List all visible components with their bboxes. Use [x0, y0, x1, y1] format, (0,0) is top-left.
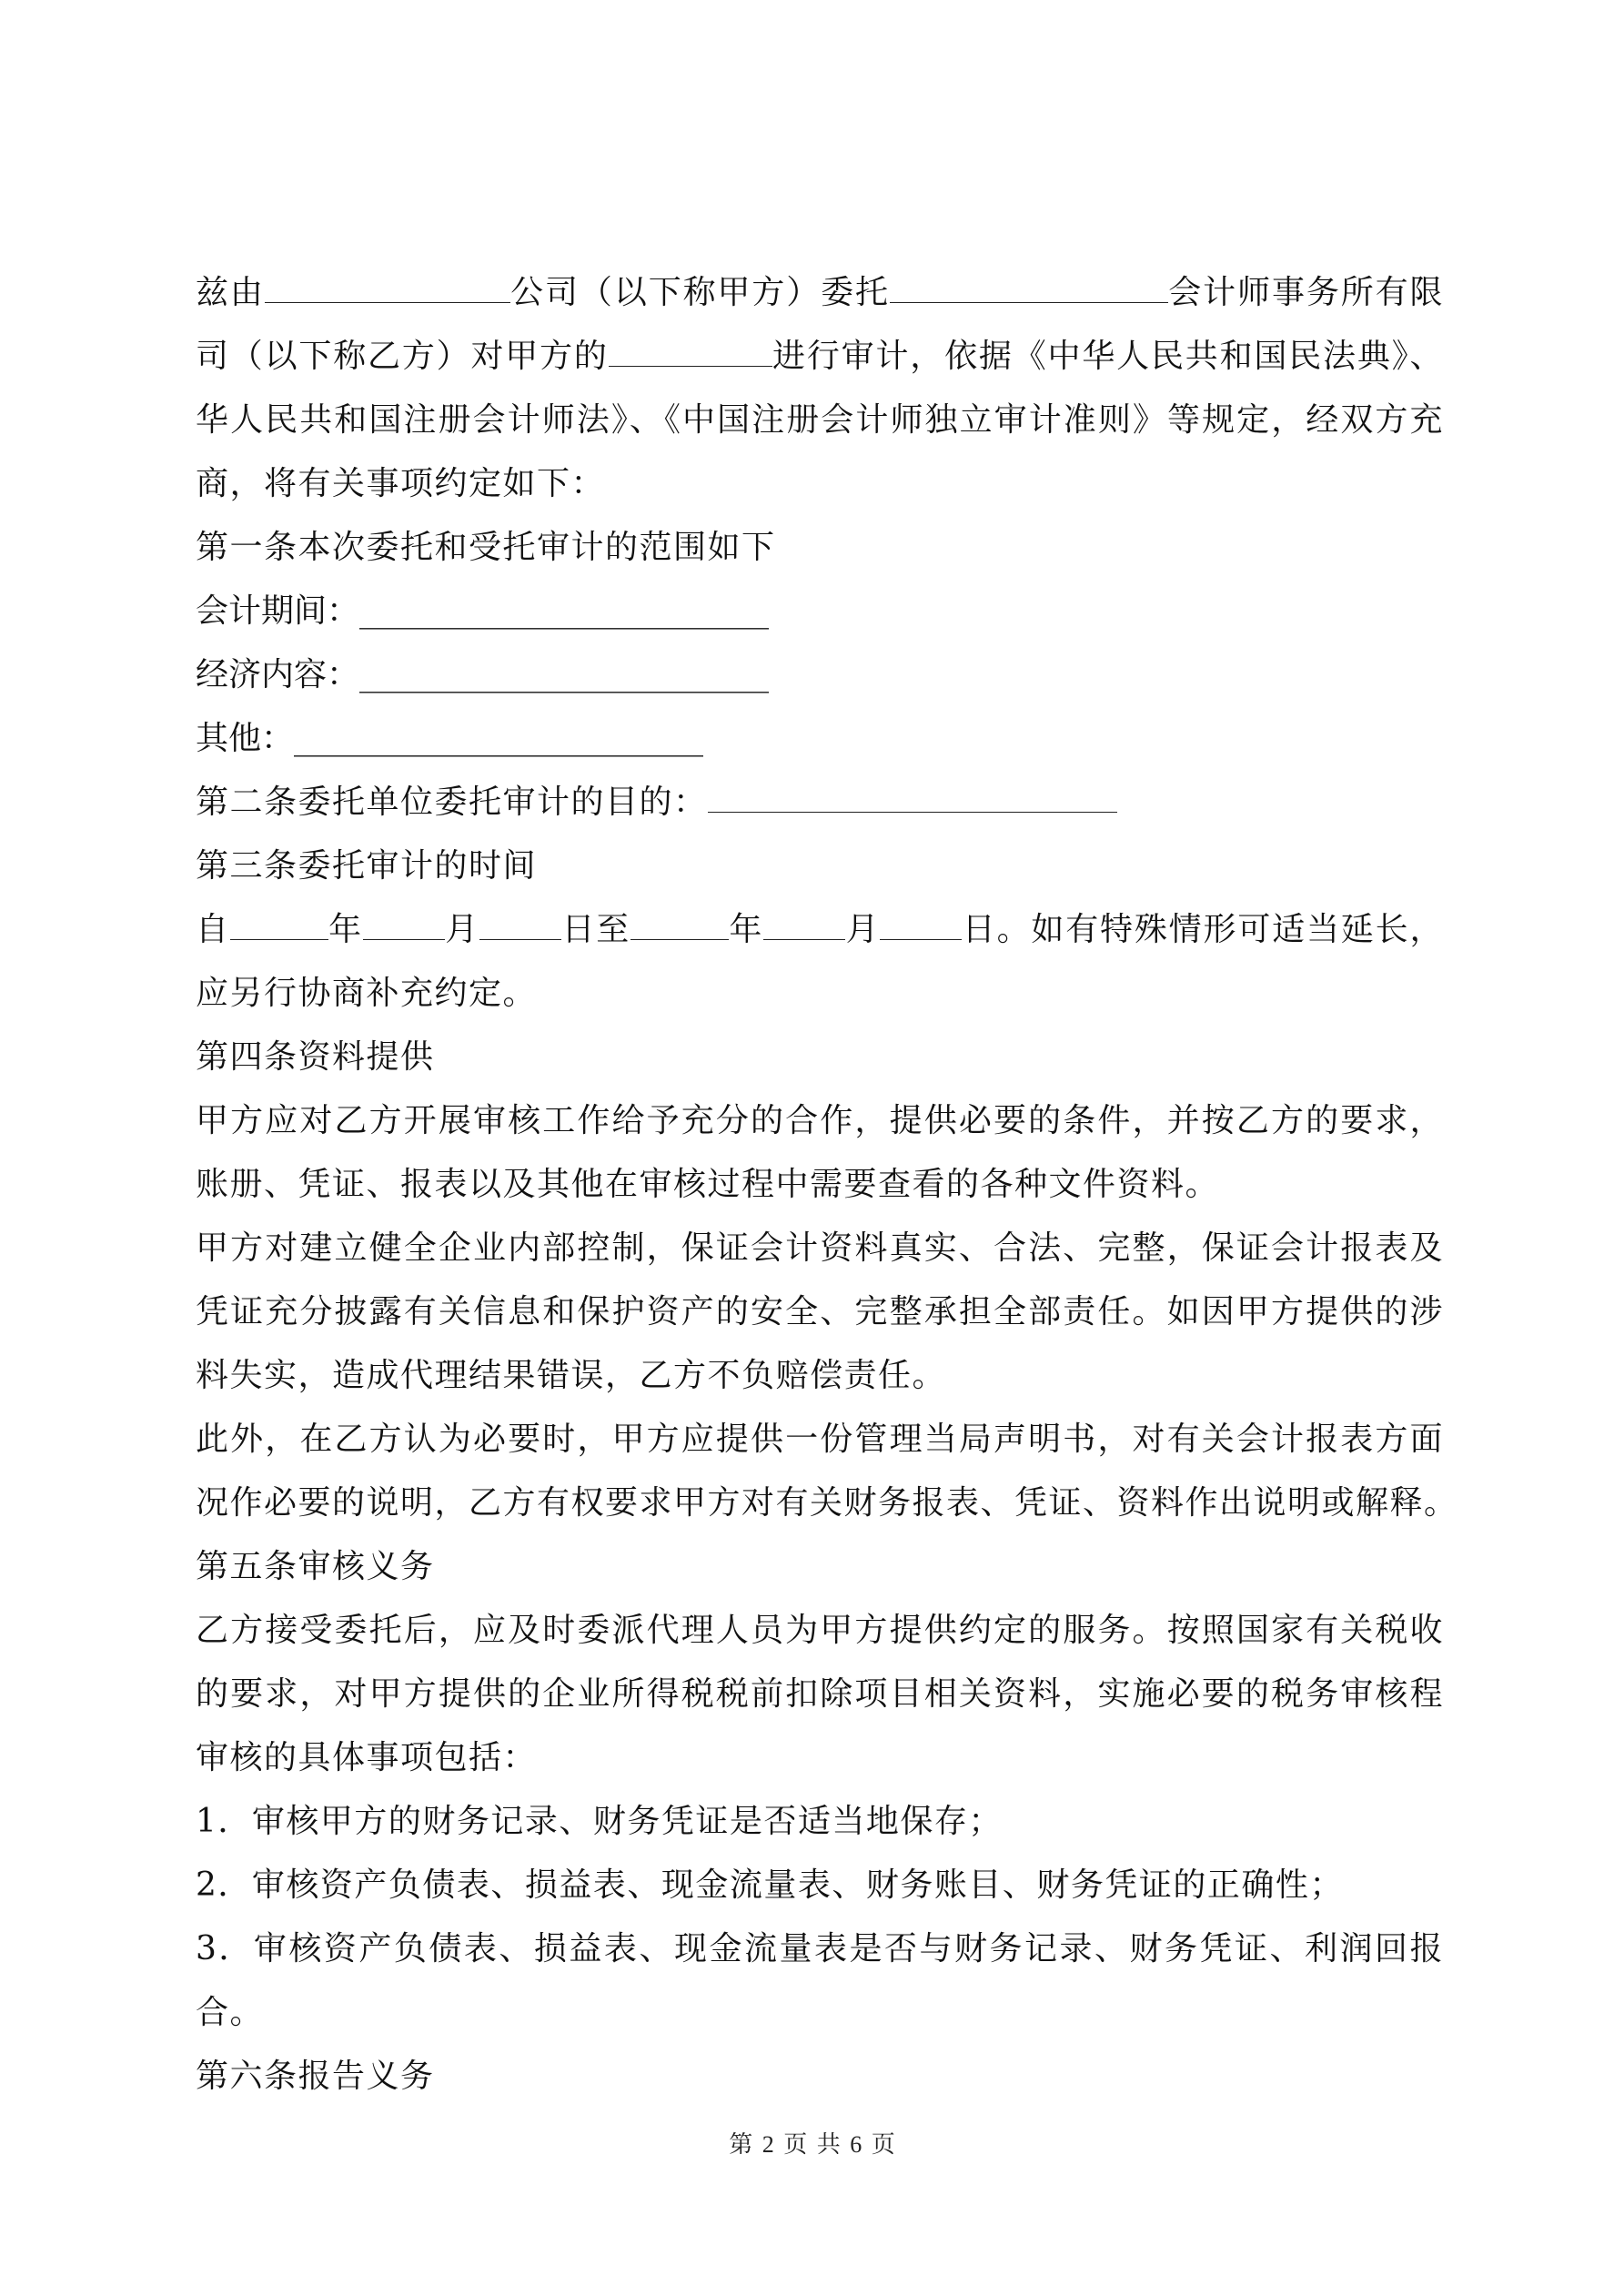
document-line: 第六条报告义务 — [196, 2058, 435, 2095]
document-line — [196, 325, 1444, 389]
line-text: 年 — [729, 911, 764, 948]
line-text: 公司（以下称甲方）委托 — [509, 274, 890, 311]
fill-in-blank — [708, 786, 1117, 813]
line-text: 进行审计，依据《中华人民共和国民法典》、 — [772, 338, 1444, 375]
document-line: 商，将有关事项约定如下： — [196, 465, 606, 502]
line-text: 月 — [444, 911, 480, 948]
fill-in-blank — [265, 277, 510, 303]
line-text: 日。如有特殊情形可适当延长， — [962, 911, 1444, 948]
document-line: 第一条本次委托和受托审计的范围如下 — [196, 529, 776, 566]
fill-in-blank — [630, 914, 729, 940]
document-line: 审核的具体事项包括： — [196, 1739, 538, 1776]
document-line: 乙方接受委托后，应及时委派代理人员为甲方提供约定的服务。按照国家有关税收 — [196, 1612, 1444, 1649]
fill-in-blank — [609, 340, 772, 367]
document-line: 华人民共和国注册会计师法》、《中国注册会计师独立审计准则》等规定，经双方充 — [196, 401, 1444, 439]
document-line: 3．审核资产负债表、损益表、现金流量表是否与财务记录、财务凭证、利润回报 — [196, 1930, 1444, 1967]
document-line: 料失实，造成代理结果错误，乙方不负赔偿责任。 — [196, 1357, 947, 1394]
document-line — [196, 771, 1444, 834]
document-line: 合。 — [196, 1994, 265, 2031]
document-line: 经济内容：_________________________ — [196, 656, 770, 693]
fill-in-blank — [763, 914, 845, 940]
fill-in-blank — [890, 277, 1168, 303]
document-line: 第五条审核义务 — [196, 1548, 435, 1585]
fill-in-blank — [880, 914, 962, 940]
document-line: 甲方对建立健全企业内部控制，保证会计资料真实、合法、完整，保证会计报表及 — [196, 1229, 1444, 1267]
line-text: 月 — [845, 911, 881, 948]
document-line: 应另行协商补充约定。 — [196, 975, 538, 1012]
document-line: 第三条委托审计的时间 — [196, 847, 538, 885]
line-text: 司（以下称乙方）对甲方的 — [196, 338, 609, 375]
line-text: 日至 — [561, 911, 631, 948]
document-line: 的要求，对甲方提供的企业所得税税前扣除项目相关资料，实施必要的税务审核程 — [196, 1675, 1444, 1713]
line-text: 第二条委托单位委托审计的目的： — [196, 784, 708, 821]
document-line: 甲方应对乙方开展审核工作给予充分的合作，提供必要的条件，并按乙方的要求， — [196, 1102, 1444, 1139]
document-line: 1．审核甲方的财务记录、财务凭证是否适当地保存； — [196, 1803, 1003, 1840]
document-line: 况作必要的说明，乙方有权要求甲方对有关财务报表、凭证、资料作出说明或解释。 — [196, 1484, 1458, 1522]
line-text: 年 — [328, 911, 363, 948]
document-line: 2．审核资产负债表、损益表、现金流量表、财务账目、财务凭证的正确性； — [196, 1866, 1344, 1904]
document-line: 凭证充分披露有关信息和保护资产的安全、完整承担全部责任。如因甲方提供的涉 — [196, 1293, 1444, 1330]
fill-in-blank — [363, 914, 445, 940]
document-line: 其他：_________________________ — [196, 720, 704, 757]
document-line: 第四条资料提供 — [196, 1038, 435, 1076]
fill-in-blank — [230, 914, 328, 940]
line-text: 会计师事务所有限 — [1167, 274, 1444, 311]
document-line: 会计期间：_________________________ — [196, 592, 770, 630]
document-body — [196, 261, 1458, 2109]
page-footer: 第 2 页 共 6 页 — [729, 2131, 895, 2158]
document-line: 账册、凭证、报表以及其他在审核过程中需要查看的各种文件资料。 — [196, 1166, 1220, 1203]
document-line: 此外，在乙方认为必要时，甲方应提供一份管理当局声明书，对有关会计报表方面 — [196, 1421, 1444, 1458]
document-line — [196, 261, 1444, 325]
fill-in-blank — [479, 914, 561, 940]
line-text: 兹由 — [196, 274, 265, 311]
line-text: 自 — [196, 911, 230, 948]
document-line — [196, 898, 1444, 962]
